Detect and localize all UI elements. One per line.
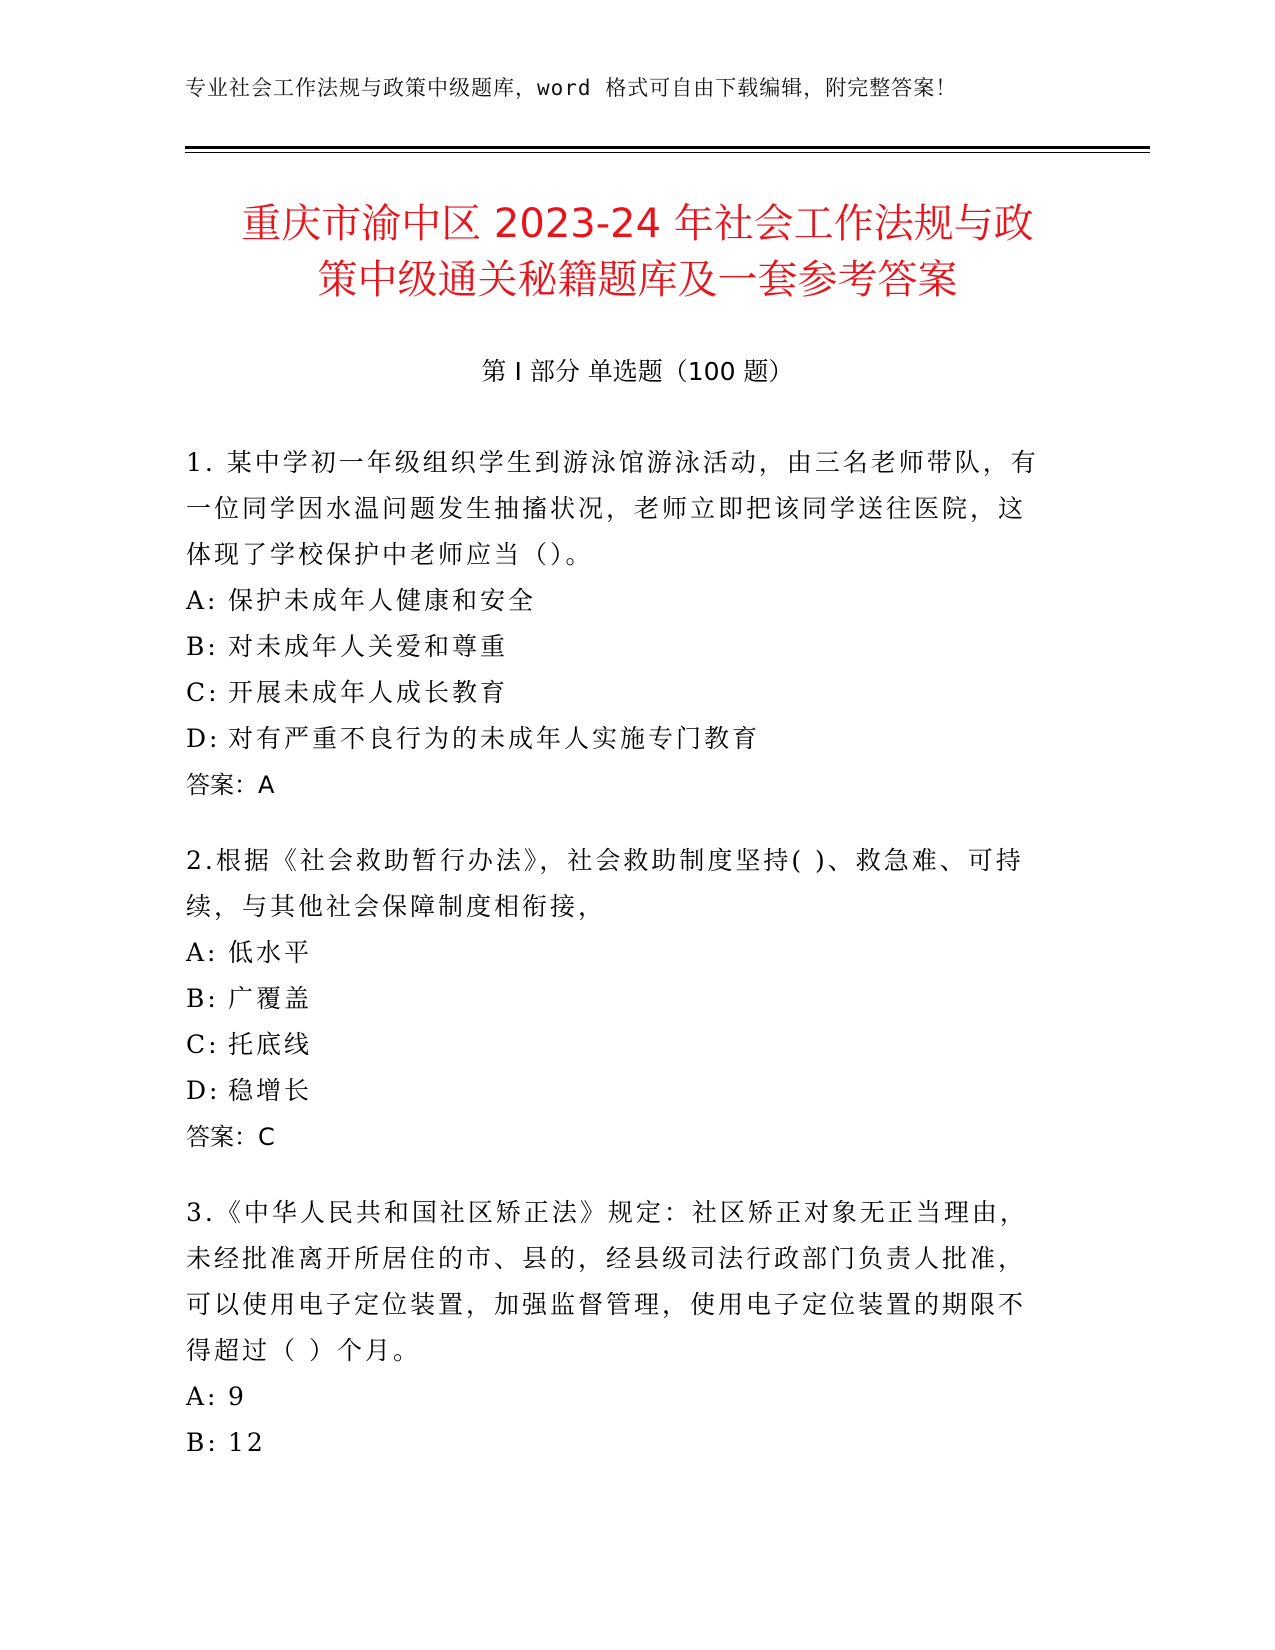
option-a [186, 930, 1066, 976]
option-text: 12 [228, 1428, 266, 1457]
option-b [186, 976, 1066, 1022]
header-rule-thin [185, 152, 1150, 153]
question-3 [186, 1190, 1066, 1466]
question-stem-line: 得超过（ ）个月。 [186, 1336, 421, 1365]
question-stem-line: 1. 某中学初一年级组织学生到游泳馆游泳活动，由三名老师带队，有 [186, 448, 1039, 477]
option-key: D: [186, 1076, 221, 1105]
option-key: C: [186, 1030, 220, 1059]
question-stem-line: 一位同学因水温问题发生抽搐状况，老师立即把该同学送往医院，这 [186, 494, 1027, 523]
option-text: 9 [228, 1382, 247, 1411]
option-text: 低水平 [228, 938, 313, 967]
question-list [186, 440, 1066, 1496]
option-c [186, 670, 1066, 716]
question-stem-line: 可以使用电子定位装置，加强监督管理，使用电子定位装置的期限不 [186, 1290, 1027, 1319]
option-text: 对未成年人关爱和尊重 [228, 632, 509, 661]
document-title [160, 196, 1115, 308]
title-line-2: 策中级通关秘籍题库及一套参考答案 [317, 257, 958, 303]
answer-line: 答案：C [186, 1123, 275, 1151]
answer-line: 答案：A [186, 771, 275, 799]
option-key: C: [186, 678, 220, 707]
option-key: D: [186, 724, 221, 753]
option-a [186, 578, 1066, 624]
option-key: B: [186, 984, 219, 1013]
option-text: 开展未成年人成长教育 [228, 678, 509, 707]
option-c [186, 1022, 1066, 1068]
header-rule-thick [185, 146, 1150, 149]
question-stem-line: 3.《中华人民共和国社区矫正法》规定：社区矫正对象无正当理由， [186, 1198, 1028, 1227]
header-note: 专业社会工作法规与政策中级题库，word 格式可自由下载编辑，附完整答案！ [185, 76, 958, 100]
question-stem-line: 未经批准离开所居住的市、县的，经县级司法行政部门负责人批准， [186, 1244, 1027, 1273]
option-text: 托底线 [228, 1030, 313, 1059]
option-key: A: [186, 586, 219, 615]
option-key: A: [186, 938, 219, 967]
section-heading: 第 I 部分 单选题（100 题） [481, 357, 794, 386]
question-2 [186, 838, 1066, 1160]
question-1 [186, 440, 1066, 808]
question-stem-line: 体现了学校保护中老师应当（）。 [186, 540, 594, 569]
title-line-1: 重庆市渝中区 2023-24 年社会工作法规与政 [241, 201, 1034, 247]
option-text: 稳增长 [228, 1076, 313, 1105]
option-key: B: [186, 632, 219, 661]
option-key: A: [186, 1382, 219, 1411]
option-text: 保护未成年人健康和安全 [228, 586, 537, 615]
question-stem-line: 2.根据《社会救助暂行办法》，社会救助制度坚持( )、救急难、可持 [186, 846, 1024, 875]
option-d [186, 1068, 1066, 1114]
option-a [186, 1374, 1066, 1420]
option-d [186, 716, 1066, 762]
option-text: 对有严重不良行为的未成年人实施专门教育 [228, 724, 761, 753]
question-stem-line: 续，与其他社会保障制度相衔接， [186, 892, 607, 921]
option-text: 广覆盖 [228, 984, 313, 1013]
option-b [186, 1420, 1066, 1466]
option-b [186, 624, 1066, 670]
option-key: B: [186, 1428, 219, 1457]
